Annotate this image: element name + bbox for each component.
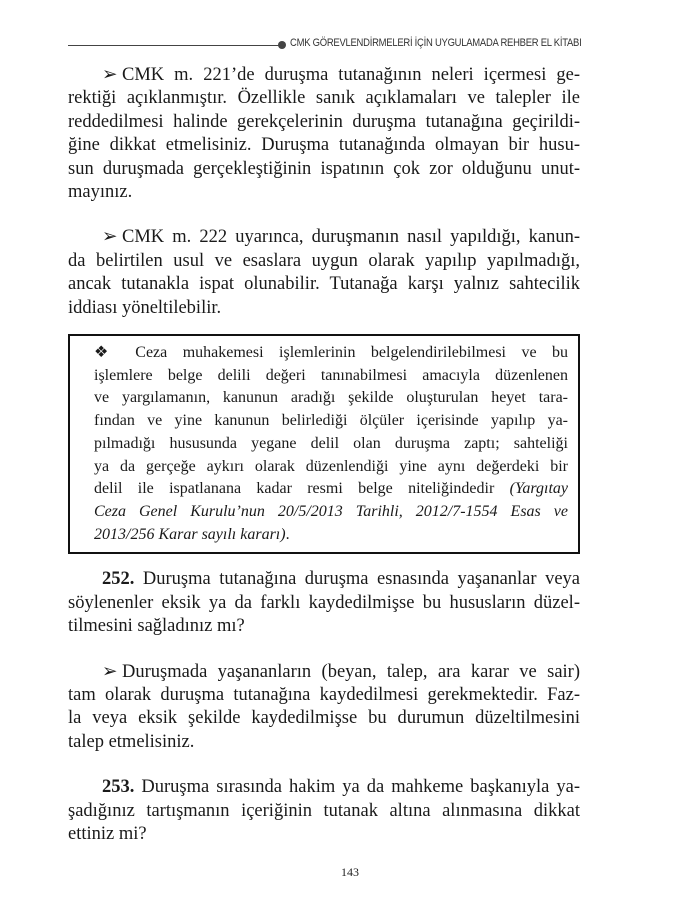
box-text: ❖ Ceza muhakemesi işlemlerinin belgelendirilebilmesi ve bu işlemlere belge delili değeri tanınabilmesi amacıyla düzenlenen ve yargılamanın, kanunun aradığı şekilde oluşturulan heyet tara- fından ve yine kanunun belirlediği ölçüler içerisinde yapılıp ya- pılmadığı hususunda yegane delil olan duruşma zaptı; sahteliği ya da gerçeğe aykırı olarak düzenlendiği yine aynı değerdeki bir delil ile ispatlanana kadar resmi belge niteliğindedir (Yargıtay Ceza Genel Kurulu’nun 20/5/2013 Tarihli, 2012/7-1554 Esas ve 2013/256 Karar sayılı kararı). xyxy=(94,344,569,543)
running-header xyxy=(68,36,580,56)
arrow-bullet-icon: ➢ xyxy=(102,227,118,248)
page-body xyxy=(68,64,580,846)
citation: (Yargıtay xyxy=(509,480,569,498)
highlight-box xyxy=(68,334,580,554)
arrow-bullet-icon: ➢ xyxy=(102,65,118,85)
question-number: 252. xyxy=(102,569,135,590)
page-number: 143 xyxy=(341,865,359,879)
question-253: 253. Duruşma sırasında hakim ya da mahkeme başkanıyla ya- şadığınız tartışmanın içeriğinin tutanak altına alınmasına dikkat ettiniz mi? xyxy=(68,777,580,845)
question-252: 252. Duruşma tutanağına duruşma esnasında yaşananlar veya söylenenler eksik ya da farklı kaydedilmişse bu hususların düzel- tilmesini sağladınız mı? xyxy=(68,569,580,637)
header-bullet xyxy=(278,41,286,49)
question-number: 253. xyxy=(102,777,135,798)
paragraph-cmk-221: ➢ CMK m. 221’de duruşma tutanağının neleri içermesi ge- rektiği açıklanmıştır. Özellikle sanık açıklamaları ve talepler ile reddedilmesi halinde gerekçelerinin duruşma tutanağına geçirildi- ğine dikkat etmelisiniz. Duruşma tutanağında olmayan bir husu- sun duruşmada gerçekleştiğinin ispatının çok zor olduğunu unut- mayınız. xyxy=(68,65,580,203)
header-title: CMK GÖREVLENDİRMELERİ İÇİN UYGULAMADA REHBER EL KİTABI xyxy=(290,37,582,49)
paragraph-cmk-222: ➢ CMK m. 222 uyarınca, duruşmanın nasıl yapıldığı, kanun- da belirtilen usul ve esaslara uygun olarak yapılıp yapılmadığı, ancak tutanakla ispat olunabilir. Tutanağa karşı yalnız sahtecilik iddiası yöneltilebilir. xyxy=(68,227,580,318)
paragraph-recording: ➢ Duruşmada yaşananların (beyan, talep, ara karar ve sair) tam olarak duruşma tutanağına kaydedilmesi gerekmektedir. Faz- la veya eksik şekilde kaydedilmişse bu durumun düzeltilmesini talep etmelisiniz. xyxy=(68,661,580,752)
arrow-bullet-icon: ➢ xyxy=(102,661,118,682)
diamond-bullet-icon: ❖ xyxy=(94,344,120,362)
header-rule xyxy=(68,45,280,46)
